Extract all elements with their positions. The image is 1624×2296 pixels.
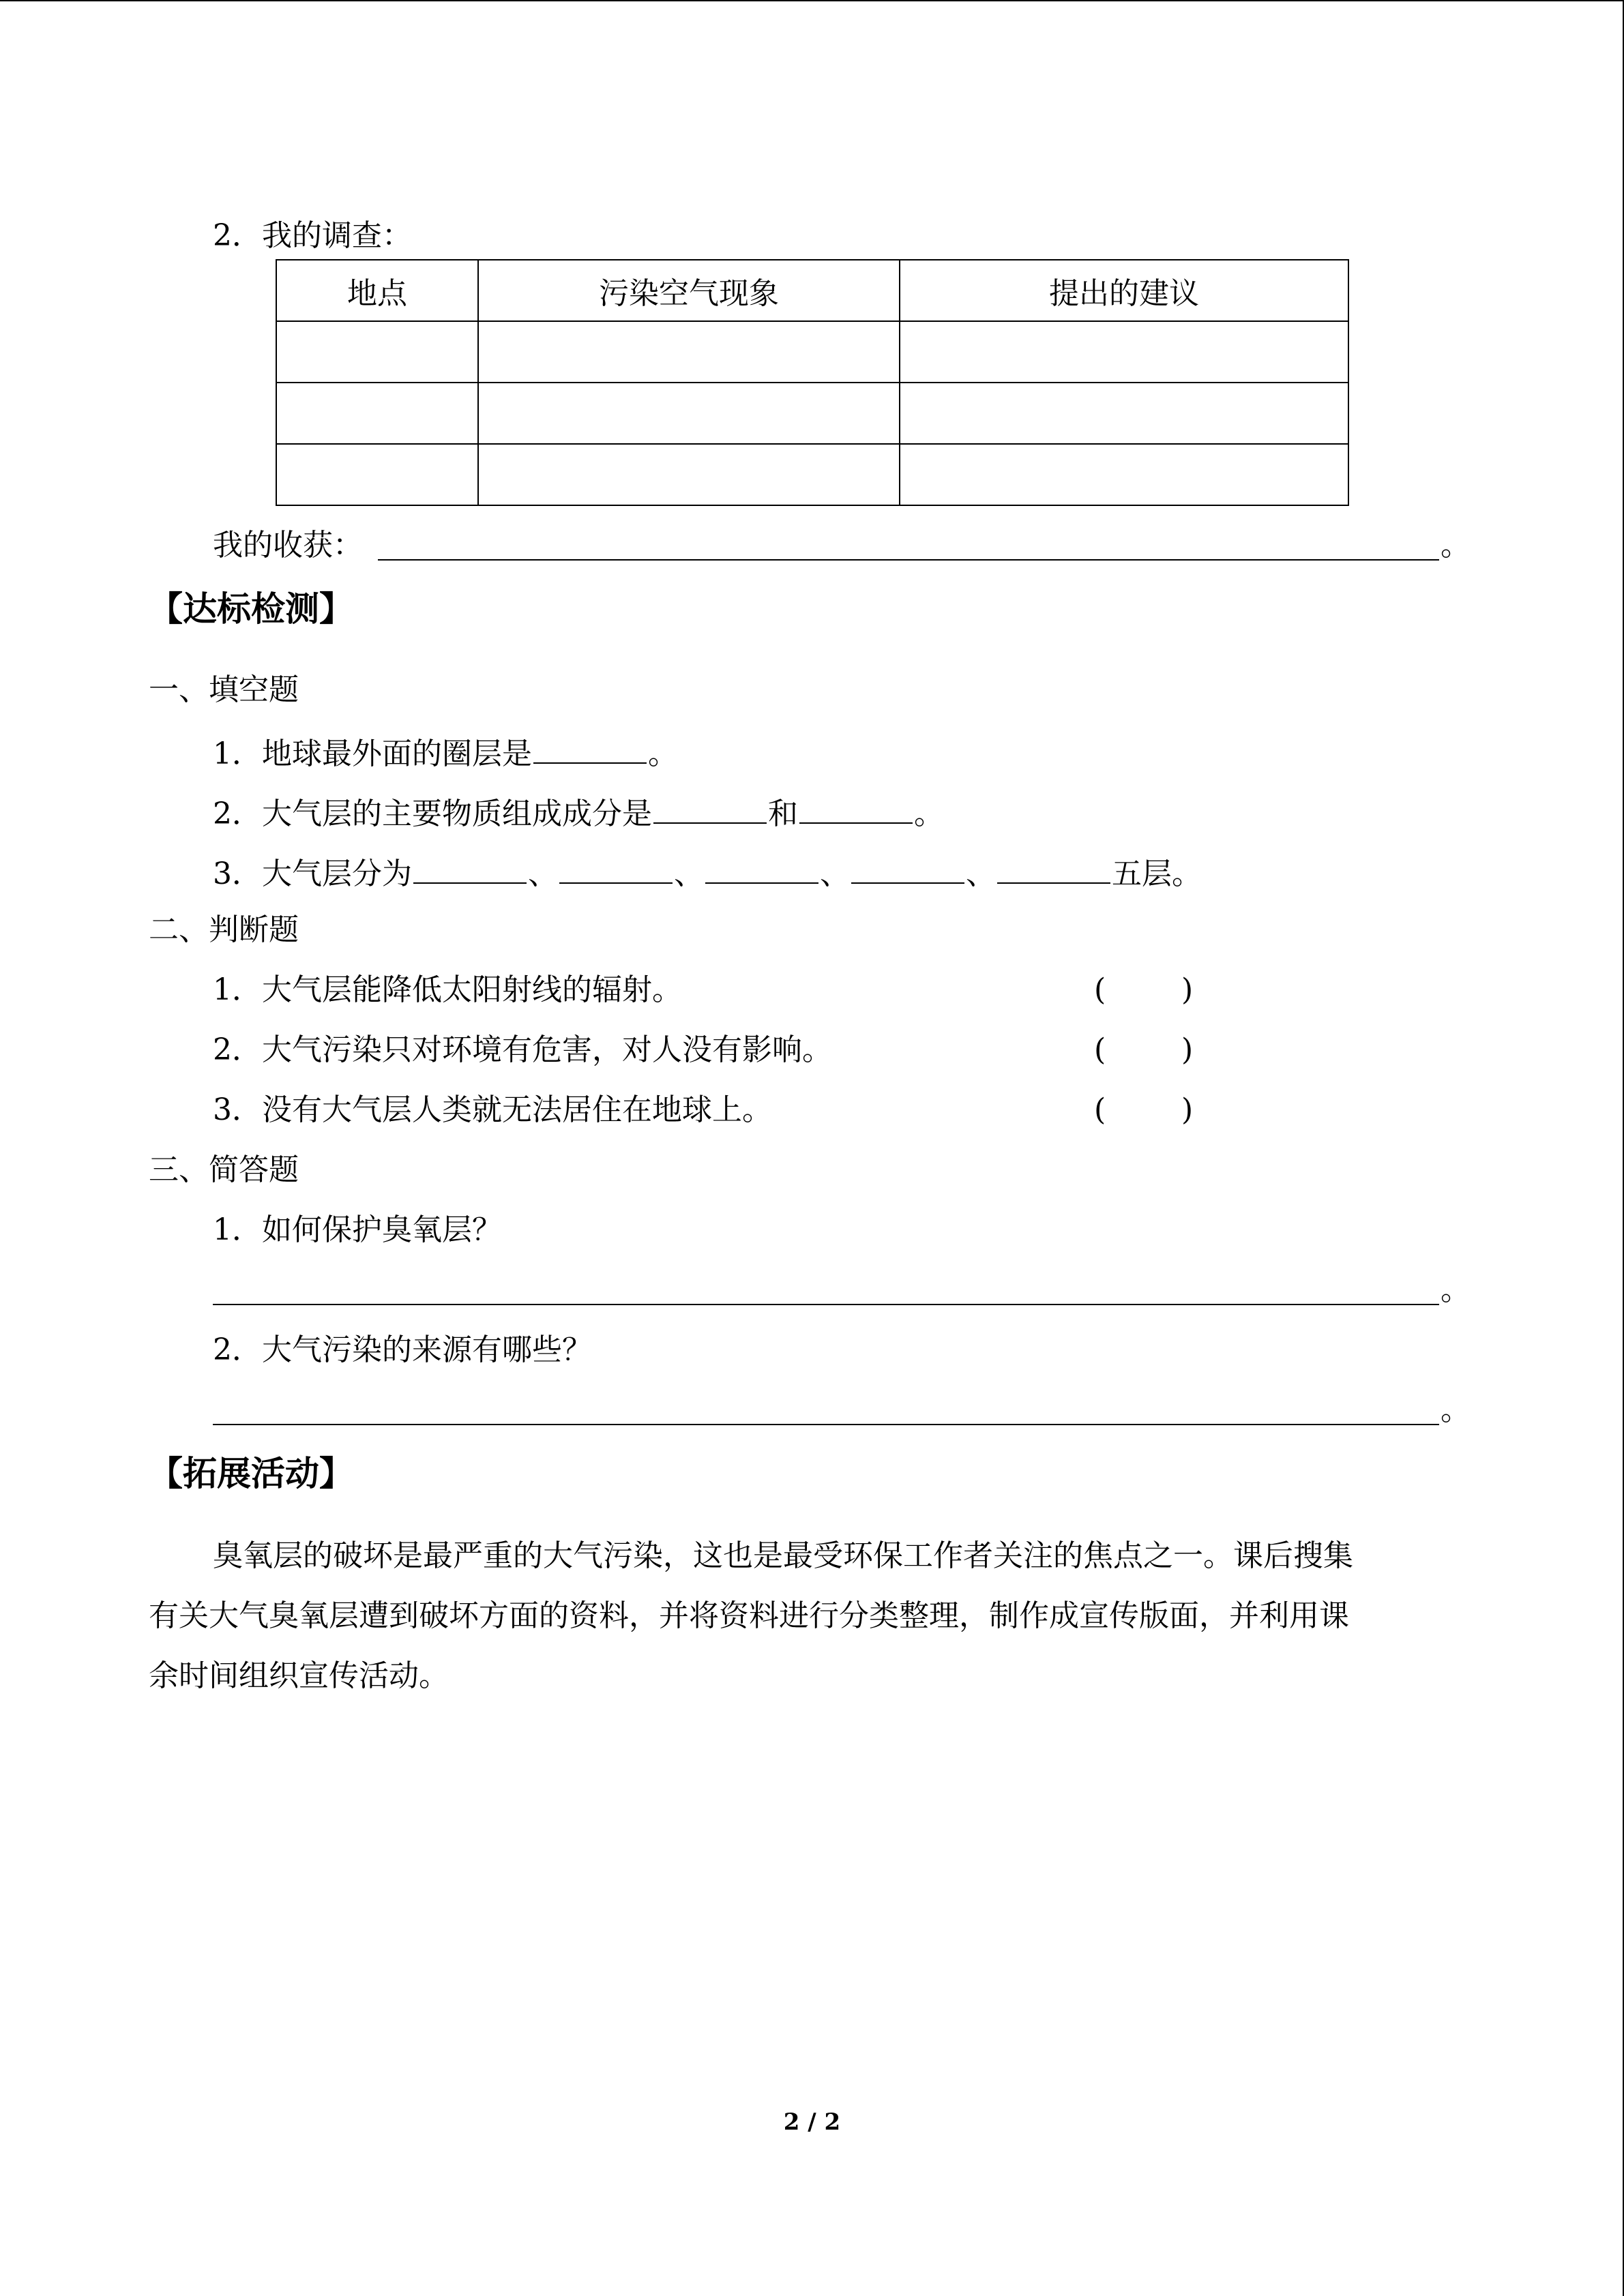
fill-section-title: 一、填空题 [149, 672, 299, 707]
table-cell[interactable] [276, 383, 478, 444]
table-row [276, 321, 1348, 383]
table-cell[interactable] [900, 321, 1348, 383]
table-cell[interactable] [478, 383, 900, 444]
harvest-answer-line[interactable] [378, 559, 1439, 561]
extension-paragraph-line-3: 余时间组织宣传活动。 [149, 1658, 449, 1693]
table-header-row [276, 260, 1348, 321]
answer-blank[interactable] [799, 795, 913, 824]
fill-question-2 [213, 795, 944, 829]
harvest-end: 。 [1441, 528, 1471, 563]
table-cell[interactable] [478, 444, 900, 505]
separator: 、 [820, 856, 850, 891]
answer-blank[interactable] [851, 855, 964, 884]
short-section-title: 三、简答题 [149, 1152, 299, 1187]
table-row [276, 444, 1348, 505]
question-text: 。 [648, 736, 678, 771]
separator: 、 [674, 856, 704, 891]
table-header-cell: 地点 [276, 260, 478, 321]
table-row [276, 383, 1348, 444]
table-header-cell: 污染空气现象 [478, 260, 900, 321]
section-title-extension: 【拓展活动】 [149, 1454, 353, 1493]
separator: 、 [528, 856, 558, 891]
table-cell[interactable] [276, 321, 478, 383]
judge-question-3: 3．没有大气层人类就无法居住在地球上。 [213, 1092, 772, 1127]
judge-paren-close: ) [1181, 1032, 1194, 1067]
answer-blank[interactable] [997, 855, 1110, 884]
judge-paren-close: ) [1181, 972, 1194, 1007]
answer-blank[interactable] [533, 735, 647, 764]
question-text: 。 [914, 796, 944, 831]
judge-paren-open: ( [1094, 1092, 1106, 1127]
judge-question-2: 2．大气污染只对环境有危害，对人没有影响。 [213, 1032, 832, 1067]
judge-paren-open: ( [1094, 1032, 1106, 1067]
judge-question-1: 1．大气层能降低太阳射线的辐射。 [213, 972, 682, 1007]
answer-blank[interactable] [705, 855, 818, 884]
table-cell[interactable] [478, 321, 900, 383]
judge-answer-box[interactable] [1109, 970, 1177, 1008]
question-text: 和 [768, 796, 798, 831]
survey-table [276, 259, 1349, 506]
question-text: 2．大气层的主要物质组成成分是 [213, 796, 652, 831]
question-text: 3．大气层分为 [213, 856, 412, 891]
harvest-label: 我的收获： [213, 528, 363, 563]
judge-answer-box[interactable] [1109, 1030, 1177, 1068]
short-question-1: 1．如何保护臭氧层？ [213, 1212, 502, 1247]
short-answer-end-2: 。 [1441, 1392, 1471, 1427]
table-cell[interactable] [900, 383, 1348, 444]
page-number: 2 / 2 [783, 2108, 841, 2136]
section-title-test: 【达标检测】 [149, 589, 353, 629]
extension-paragraph-line-1: 臭氧层的破坏是最严重的大气污染，这也是最受环保工作者关注的焦点之一。课后搜集 [213, 1538, 1353, 1573]
answer-blank[interactable] [413, 855, 527, 884]
extension-paragraph-line-2: 有关大气臭氧层遭到破坏方面的资料，并将资料进行分类整理，制作成宣传版面，并利用课 [149, 1598, 1349, 1633]
judge-answer-box[interactable] [1109, 1090, 1177, 1128]
fill-question-3 [213, 855, 1202, 889]
table-header-cell: 提出的建议 [900, 260, 1348, 321]
table-cell[interactable] [276, 444, 478, 505]
table-cell[interactable] [900, 444, 1348, 505]
short-answer-end-1: 。 [1441, 1272, 1471, 1307]
short-answer-line-1[interactable] [213, 1304, 1439, 1305]
short-answer-line-2[interactable] [213, 1424, 1439, 1425]
answer-blank[interactable] [653, 795, 767, 824]
judge-paren-open: ( [1094, 972, 1106, 1007]
judge-section-title: 二、判断题 [149, 912, 299, 947]
survey-title: 2．我的调查： [213, 218, 412, 253]
fill-question-1 [213, 735, 678, 769]
separator: 、 [966, 856, 996, 891]
judge-paren-close: ) [1181, 1092, 1194, 1127]
question-text: 五层。 [1112, 856, 1202, 891]
short-question-2: 2．大气污染的来源有哪些？ [213, 1332, 592, 1367]
answer-blank[interactable] [559, 855, 673, 884]
question-text: 1．地球最外面的圈层是 [213, 736, 532, 771]
